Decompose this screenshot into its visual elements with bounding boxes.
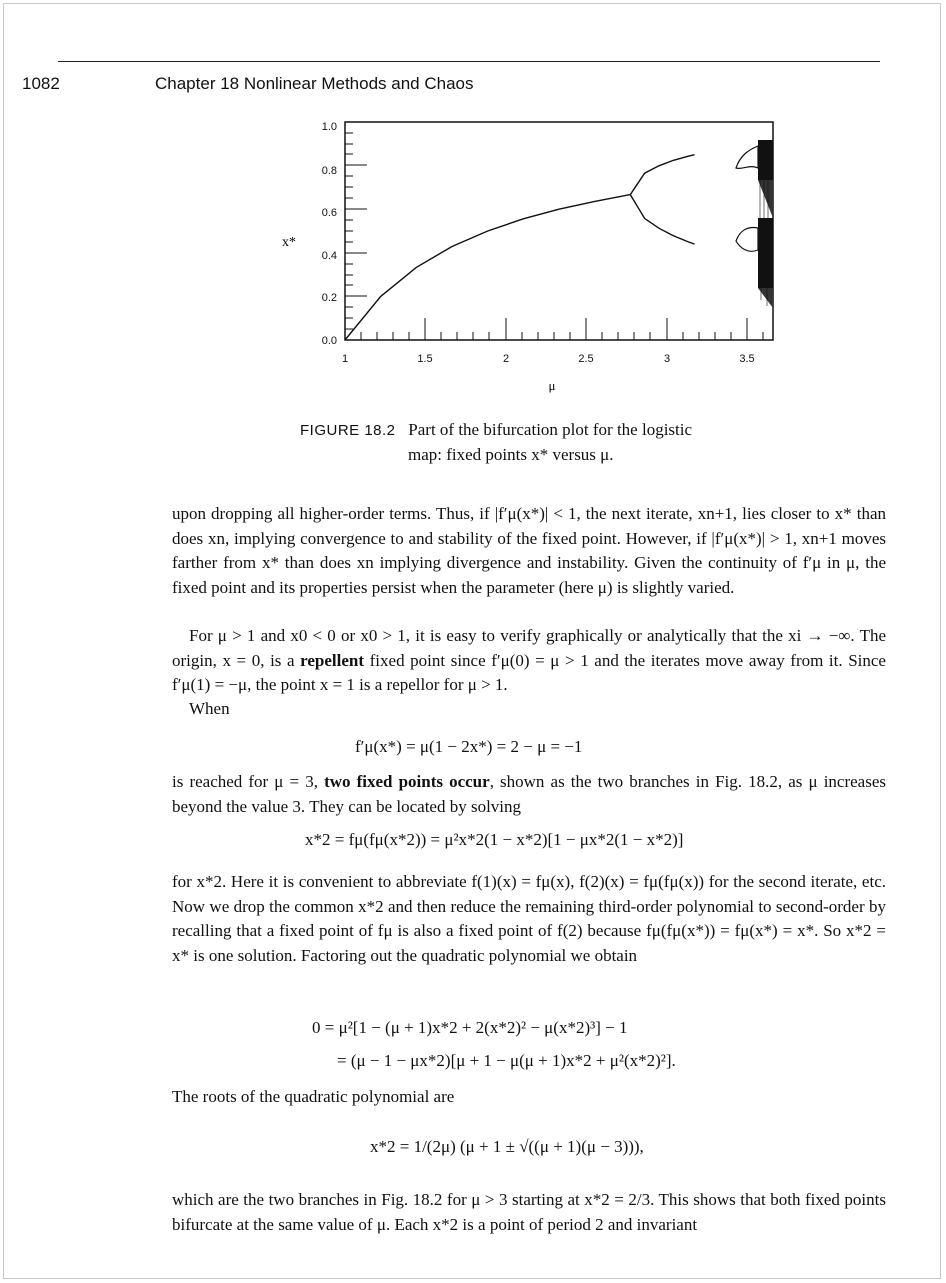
paragraph-4-a: is reached for μ = 3, <box>172 772 318 791</box>
figure-caption <box>300 418 800 467</box>
running-head <box>22 74 473 94</box>
y-tick-label: 0.0 <box>321 335 337 347</box>
chaotic-region <box>736 140 773 308</box>
series-line-1 <box>345 195 630 340</box>
paragraph-2-a: For μ > 1 and x0 < 0 or x0 > 1, it is easy to verify graphically or analytically that the xi → −∞. The origin, x = 0, is a <box>172 626 886 670</box>
caption-label: FIGURE 18.2 <box>300 422 396 439</box>
paragraph-2-bold: repellent <box>300 650 365 670</box>
series-line-3 <box>630 195 694 245</box>
paragraph-6: The roots of the quadratic polynomial are <box>172 1087 455 1106</box>
paragraph-7: which are the two branches in Fig. 18.2 for μ > 3 starting at x*2 = 2/3. This shows that both fixed points bifurcate at the same value of μ. Each x*2 is a point of period 2 and invariant <box>172 1190 886 1234</box>
caption-line1: Part of the bifurcation plot for the logistic <box>408 420 693 439</box>
paragraph-1: upon dropping all higher-order terms. Thus, if |f′μ(x*)| < 1, the next iterate, xn+1, lies closer to x* than does xn, implying convergence to and stability of the fixed point. However, if |f′μ(x*)| > 1, xn+1 moves farther from x* than does xn implying divergence and instability. Given the continuity of f′μ in μ, the fixed point and its properties persist when the parameter (here μ) is slightly varied. <box>172 504 886 597</box>
x-ticks <box>361 318 763 340</box>
plot-frame <box>345 122 773 340</box>
series-layer <box>345 155 695 340</box>
page-number: 1082 <box>22 74 60 93</box>
equation-4: = (μ − 1 − μx*2)[μ + 1 − μ(μ + 1)x*2 + μ²(x*2)²]. <box>337 1051 676 1070</box>
paragraph-4-b: , shown as the two branches in Fig. 18.2, as μ increases beyond the value 3. They can be located by solving <box>172 772 886 816</box>
paragraph-4-bold: two fixed points occur <box>324 772 490 791</box>
y-axis-label <box>282 235 296 250</box>
bifurcation-figure <box>270 108 790 398</box>
paragraph-2 <box>172 624 886 698</box>
series-line-2 <box>630 155 694 195</box>
x-tick-label: 1.5 <box>417 353 433 365</box>
x-tick-label: 1 <box>341 353 349 365</box>
y-tick-label: 0.2 <box>321 292 337 304</box>
equation-5: x*2 = 1/(2μ) (μ + 1 ± √((μ + 1)(μ − 3))), <box>370 1137 644 1156</box>
x-tick-label: 3.5 <box>739 353 755 365</box>
y-ticks <box>345 122 367 329</box>
x-tick-label: 3 <box>663 353 671 365</box>
y-tick-label: 0.6 <box>321 207 337 219</box>
x-tick-label: 2 <box>502 353 510 365</box>
y-tick-label: 0.4 <box>321 250 337 262</box>
paragraph-5: for x*2. Here it is convenient to abbreviate f(1)(x) = fμ(x), f(2)(x) = fμ(fμ(x)) for the second iterate, etc. Now we drop the common x*2 and then reduce the remaining third-order polynomial to second-order by recalling that a fixed point of fμ is also a fixed point of f(2) because fμ(fμ(x*)) = fμ(x*) = x*. So x*2 = x* is one solution. Factoring out the quadratic polynomial we obtain <box>172 872 886 965</box>
equation-3: 0 = μ²[1 − (μ + 1)x*2 + 2(x*2)² − μ(x*2)³] − 1 <box>312 1018 628 1037</box>
x-tick-label: 2.5 <box>578 353 594 365</box>
caption-line2: map: fixed points x* versus μ. <box>408 445 614 464</box>
y-tick-label: 0.8 <box>321 165 337 177</box>
paragraph-4 <box>172 770 886 819</box>
paragraph-2-b: fixed point since f′μ(0) = μ > 1 and the iterates move away from it. Since f′μ(1) = −μ, the point x = 1 is a repellor for μ > 1. <box>172 650 886 694</box>
x-axis-label: μ <box>548 378 556 393</box>
paragraph-3: When <box>189 699 230 718</box>
equation-1: f′μ(x*) = μ(1 − 2x*) = 2 − μ = −1 <box>355 737 583 756</box>
header-rule <box>58 61 880 62</box>
equation-2: x*2 = fμ(fμ(x*2)) = μ²x*2(1 − x*2)[1 − μx*2(1 − x*2)] <box>305 830 684 849</box>
y-axis-label-text: x* <box>282 235 296 250</box>
chapter-title: Chapter 18 Nonlinear Methods and Chaos <box>155 74 474 93</box>
y-tick-label: 1.0 <box>321 121 337 133</box>
